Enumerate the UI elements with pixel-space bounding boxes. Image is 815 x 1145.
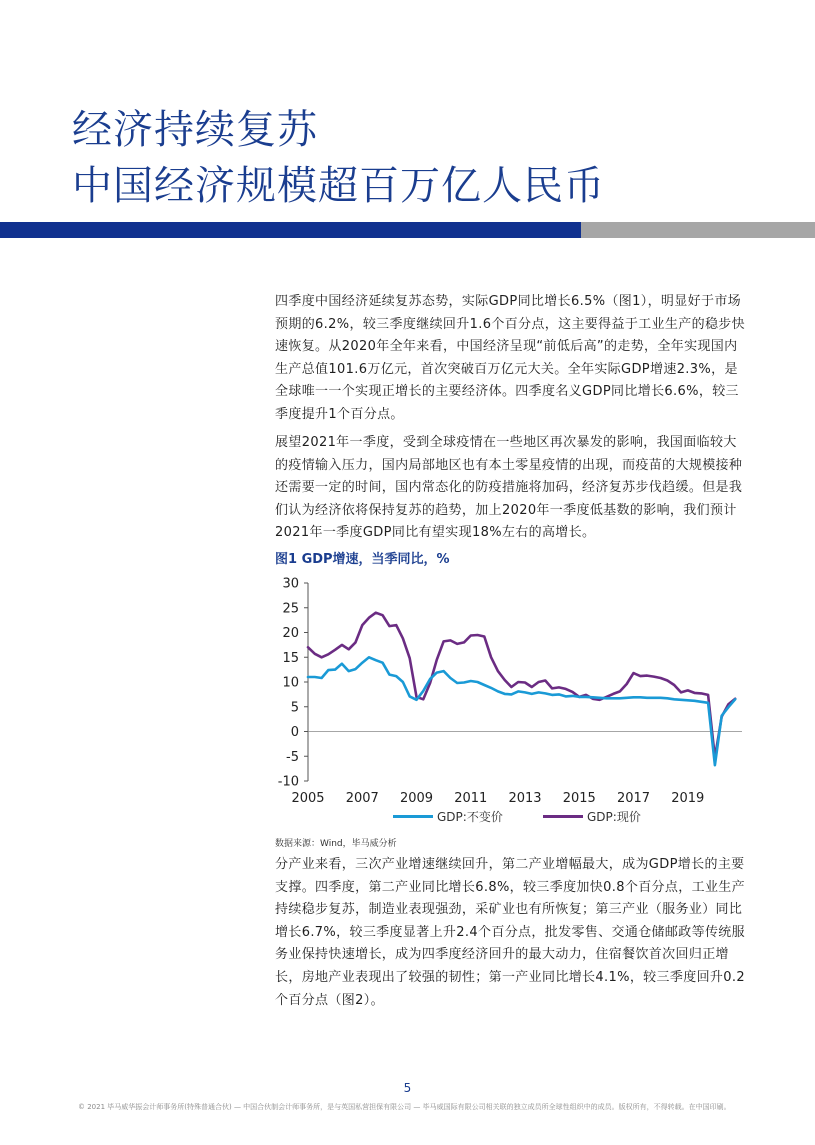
gdp-growth-chart — [270, 568, 750, 808]
title-line-1: 经济持续复苏 — [72, 107, 318, 153]
series-line-gdp-nominal — [308, 613, 735, 758]
paragraph-industry-breakdown: 分产业来看，三次产业增速继续回升，第二产业增幅最大，成为GDP增长的主要支撑。四季度，第二产业同比增长6.8%，较三季度加快0.8个百分点，工业生产持续稳步复苏，制造业表现强劲，采矿业也有所恢复；第三产业（服务业）同比增长6.7%，较三季度显著上升2.4个百分点，批发零售、交通仓储邮政等传统服务业保持快速增长，成为四季度经济回升的最大动力，住宿餐饮首次回归正增长，房地产业表现出了较强的韧性；第一产业同比增长4.1%，较三季度回升0.2个百分点（图2）。 — [275, 857, 746, 1008]
legend-label-gdp-real: GDP:不变价 — [437, 810, 503, 824]
y-tick-label: 10 — [282, 675, 299, 691]
paragraph-gdp-q4: 四季度中国经济延续复苏态势，实际GDP同比增长6.5%（图1），明显好于市场预期的6.2%，较三季度继续回升1.6个百分点，这主要得益于工业生产的稳步快速恢复。从2020年全年来看，中国经济呈现“前低后高”的走势，全年实现国内生产总值101.6万亿元，首次突破百万亿元大关。全年实际GDP增速2.3%，是全球唯一一个实现正增长的主要经济体。四季度名义GDP同比增长6.6%，较三季度提升1个百分点。 — [275, 294, 746, 422]
x-tick-label: 2013 — [508, 791, 542, 806]
page-title — [72, 102, 605, 214]
y-tick-label: 30 — [282, 576, 299, 592]
header-band-blue — [0, 222, 581, 238]
legend-label-gdp-nominal: GDP:现价 — [587, 810, 641, 824]
footer-copyright: © 2021 毕马威华振会计师事务所(特殊普通合伙) — 中国合伙制会计师事务所，是与英国私营担保有限公司 — 毕马威国际有限公司相关联的独立成员所全球性组织中的成员。版权所有，不得转载。在中国印刷。 — [78, 1103, 731, 1111]
chart-legend — [393, 806, 723, 828]
legend-swatch-gdp-nominal — [543, 815, 583, 818]
y-tick-label: 20 — [282, 626, 299, 641]
y-tick-label: 0 — [290, 725, 299, 740]
chart-source: 数据来源：Wind，毕马威分析 — [275, 839, 397, 849]
y-tick-label: -5 — [286, 749, 299, 765]
series-line-gdp-real — [308, 657, 735, 765]
x-tick-label: 2005 — [291, 791, 325, 806]
figure-title: 图1 GDP增速，当季同比，% — [275, 552, 450, 567]
title-line-2: 中国经济规模超百万亿人民币 — [72, 163, 605, 209]
x-tick-label: 2015 — [562, 791, 596, 806]
legend-item-gdp-nominal — [543, 808, 641, 825]
x-tick-label: 2019 — [671, 791, 705, 806]
x-tick-label: 2009 — [399, 791, 434, 806]
header-band-gray — [581, 222, 815, 238]
y-tick-label: 5 — [290, 700, 299, 716]
x-tick-label: 2007 — [345, 791, 379, 806]
page-number: 5 — [403, 1081, 412, 1095]
y-tick-label: 25 — [282, 601, 299, 617]
y-tick-label: -10 — [277, 774, 299, 790]
x-tick-label: 2011 — [454, 791, 488, 806]
x-tick-label: 2017 — [616, 791, 651, 806]
legend-item-gdp-real — [393, 808, 503, 825]
paragraph-outlook-2021: 展望2021年一季度，受到全球疫情在一些地区再次暴发的影响，我国面临较大的疫情输入压力，国内局部地区也有本土零星疫情的出现，而疫苗的大规模接种还需要一定的时间，国内常态化的防疫措施将加码，经济复苏步伐趋缓。但是我们认为经济依将保持复苏的趋势，加上2020年一季度低基数的影响，我们预计2021年一季度GDP同比有望实现18%左右的高增长。 — [275, 435, 743, 541]
legend-swatch-gdp-real — [393, 815, 433, 818]
y-tick-label: 15 — [282, 650, 299, 666]
